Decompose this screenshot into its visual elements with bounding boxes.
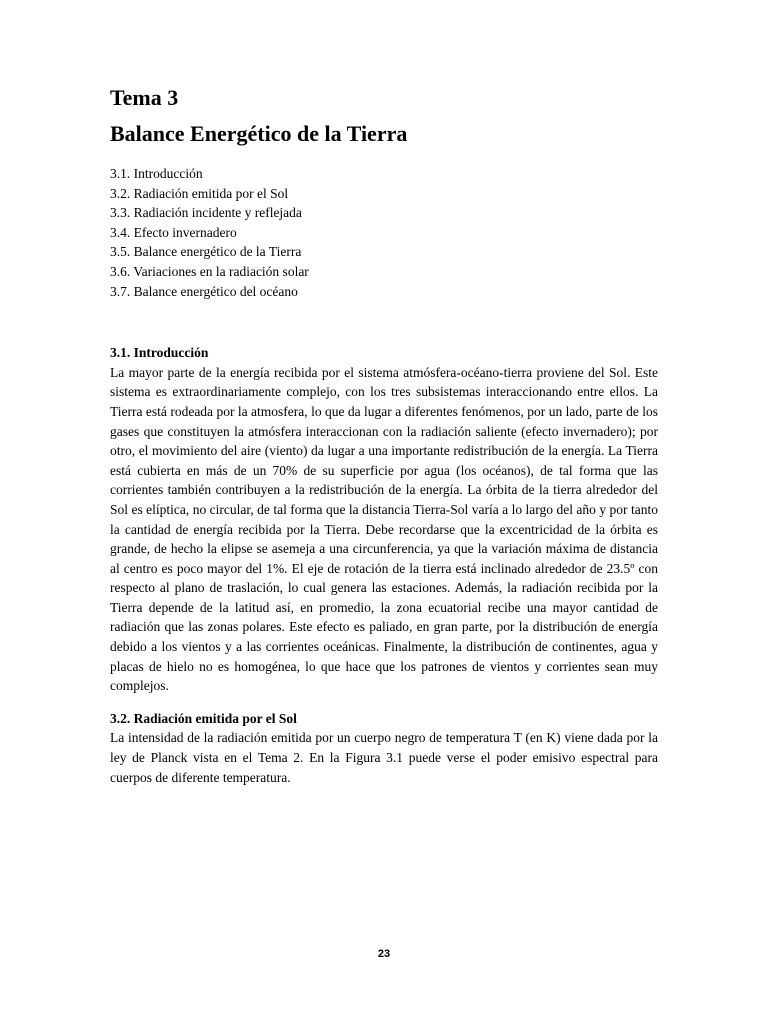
chapter-label: Tema 3 (110, 85, 179, 110)
chapter-title: Balance Energético de la Tierra (110, 121, 408, 146)
toc-item: 3.3. Radiación incidente y reflejada (110, 205, 302, 221)
page-number: 23 (377, 948, 391, 960)
toc-item: 3.2. Radiación emitida por el Sol (110, 185, 289, 201)
section-heading: 3.2. Radiación emitida por el Sol (110, 710, 297, 726)
toc-item: 3.5. Balance energético de la Tierra (110, 244, 302, 260)
section-heading: 3.1. Introducción (110, 345, 209, 361)
section-paragraph: La intensidad de la radiación emitida por un cuerpo negro de temperatura T (en K) viene dada por la ley de Planck vista en el Tema 2. En la Figura 3.1 puede verse el poder emisivo espectral para cuerpos de diferente temperatura. (110, 730, 658, 785)
toc-item: 3.7. Balance energético del océano (110, 283, 298, 299)
document-page (110, 84, 658, 787)
toc-item: 3.1. Introducción (110, 166, 203, 181)
section-paragraph: La mayor parte de la energía recibida por el sistema atmósfera-océano-tierra proviene del Sol. Este sistema es extraordinariamente complejo, con los tres subsistemas interaccionando entre ellos. La Tierra está rodeada por la atmosfera, lo que da lugar a diferentes fenómenos, por un lado, parte de los gases que constituyen la atmósfera interaccionan con la radiación saliente (efecto invernadero); por otro, el movimiento del aire (viento) da lugar a una importante redistribución de la energía. La Tierra está cubierta en más de un 70% de su superficie por agua (los océanos), de tal forma que las corrientes también contribuyen a la redistribución de la energía. La órbita de la tierra alrededor del Sol es elíptica, no circular, de tal forma que la distancia Tierra-Sol varía a lo largo del año y por tanto la cantidad de energía recibida por la Tierra. Debe recordarse que la excentricidad de la órbita es grande, de hecho la elipse se asemeja a una circunferencia, ya que la variación máxima de distancia al centro es poco mayor del 1%. El eje de rotación de la tierra está inclinado alrededor de 23.5º con respecto al plano de traslación, lo cual genera las estaciones. Además, la radiación recibida por la Tierra depende de la latitud así, en promedio, la zona ecuatorial recibe una mayor cantidad de radiación que las zonas polares. Este efecto es paliado, en gran parte, por la distribución de energía debido a los vientos y a las corrientes oceánicas. Finalmente, la distribución de continentes, agua y placas de hielo no es homogénea, lo que hace que los patrones de vientos y corrientes sean muy complejos. (110, 364, 658, 694)
section-introduccion (110, 343, 658, 696)
toc-item: 3.4. Efecto invernadero (110, 224, 237, 240)
table-of-contents (110, 164, 658, 301)
toc-item: 3.6. Variaciones en la radiación solar (110, 263, 309, 279)
section-radiacion-sol (110, 709, 658, 787)
